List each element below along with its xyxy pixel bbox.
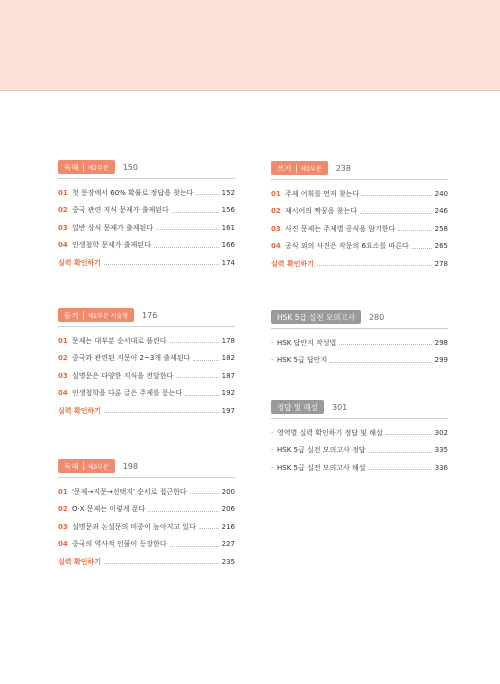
divider: [271, 179, 448, 180]
divider: [58, 178, 235, 179]
divider: [58, 477, 235, 478]
toc-entry[interactable]: · 영역별 실력 확인하기 정답 및 해설 302: [271, 428, 448, 437]
toc-entry[interactable]: 04 공식 외의 사진은 작문의 6요소를 따른다 265: [271, 242, 448, 251]
divider: [58, 326, 235, 327]
toc-section-reading-part3: [58, 459, 235, 571]
toc-section-mock-exam: [271, 310, 448, 369]
toc-entry[interactable]: 01 첫 문장에서 60% 확률로 정답을 찾는다 152: [58, 188, 235, 197]
toc-entry[interactable]: 04 중국의 역사적 인물이 등장한다 227: [58, 540, 235, 549]
toc-section-answers: [271, 400, 448, 477]
toc-entry[interactable]: 03 설명문과 논설문의 비중이 높아지고 있다 216: [58, 522, 235, 531]
section-page: 198: [122, 461, 138, 471]
section-page: 238: [335, 163, 351, 173]
toc-entry[interactable]: 04 인생철학 문제가 출제된다 166: [58, 241, 235, 250]
toc-entry[interactable]: 02 제시어의 짝꿍을 찾는다 246: [271, 207, 448, 216]
toc-section-writing-part2: [271, 161, 448, 273]
toc-entry[interactable]: · HSK 5급 답안지 299: [271, 356, 448, 365]
section-page: 176: [142, 310, 158, 320]
toc-entry[interactable]: 04 인생철학을 다룬 글은 주제를 묻는다 192: [58, 389, 235, 398]
toc-entry[interactable]: 01 '문제→지문→선택지' 순서로 접근한다 200: [58, 487, 235, 496]
toc-entry[interactable]: · HSK 5급 실전 모의고사 정답 335: [271, 446, 448, 455]
toc-entry-check[interactable]: 실력 확인하기 174: [58, 258, 235, 267]
section-page: 150: [122, 162, 138, 172]
section-tag: 듣기 제2부분 서술형: [58, 308, 134, 322]
toc-entry-check[interactable]: 실력 확인하기 197: [58, 406, 235, 415]
toc-entry-check[interactable]: 실력 확인하기 278: [271, 259, 448, 268]
divider: [271, 328, 448, 329]
section-page: 280: [368, 312, 385, 322]
toc-entry[interactable]: 01 문제는 대부분 순서대로 풀린다 178: [58, 336, 235, 345]
header-band: [0, 0, 500, 91]
toc-section-reading-part2: [58, 160, 235, 272]
toc-entry[interactable]: 02 중국과 관련된 지문이 2~3개 출제된다 182: [58, 354, 235, 363]
section-tag: 정답 및 해설: [271, 400, 324, 414]
toc-entry[interactable]: · HSK 5급 실전 모의고사 해설 336: [271, 463, 448, 472]
toc-entry[interactable]: 01 주제 어휘를 먼저 찾는다 240: [271, 189, 448, 198]
toc-section-listening-part2: [58, 308, 235, 420]
toc-entry[interactable]: 03 사진 문제는 주제별 공식을 암기한다 258: [271, 224, 448, 233]
section-page: 301: [332, 402, 348, 412]
toc-entry[interactable]: 02 O·X 문제는 이렇게 푼다 206: [58, 505, 235, 514]
section-tag: 독해 제2부분: [58, 160, 115, 174]
toc-entry-check[interactable]: 실력 확인하기 235: [58, 557, 235, 566]
section-tag: 독해 제3부분: [58, 459, 115, 473]
toc-entry[interactable]: 03 설명문은 다양한 지식을 전달한다 187: [58, 371, 235, 380]
toc-entry[interactable]: 03 일반 상식 문제가 출제된다 161: [58, 223, 235, 232]
divider: [271, 418, 448, 419]
toc-entry[interactable]: · HSK 답안지 작성법 298: [271, 338, 448, 347]
section-tag: 쓰기 제2부분: [271, 161, 328, 175]
toc-entry[interactable]: 02 중국 관련 지식 문제가 출제된다 156: [58, 206, 235, 215]
section-tag: HSK 5급 실전 모의고사: [271, 310, 361, 324]
